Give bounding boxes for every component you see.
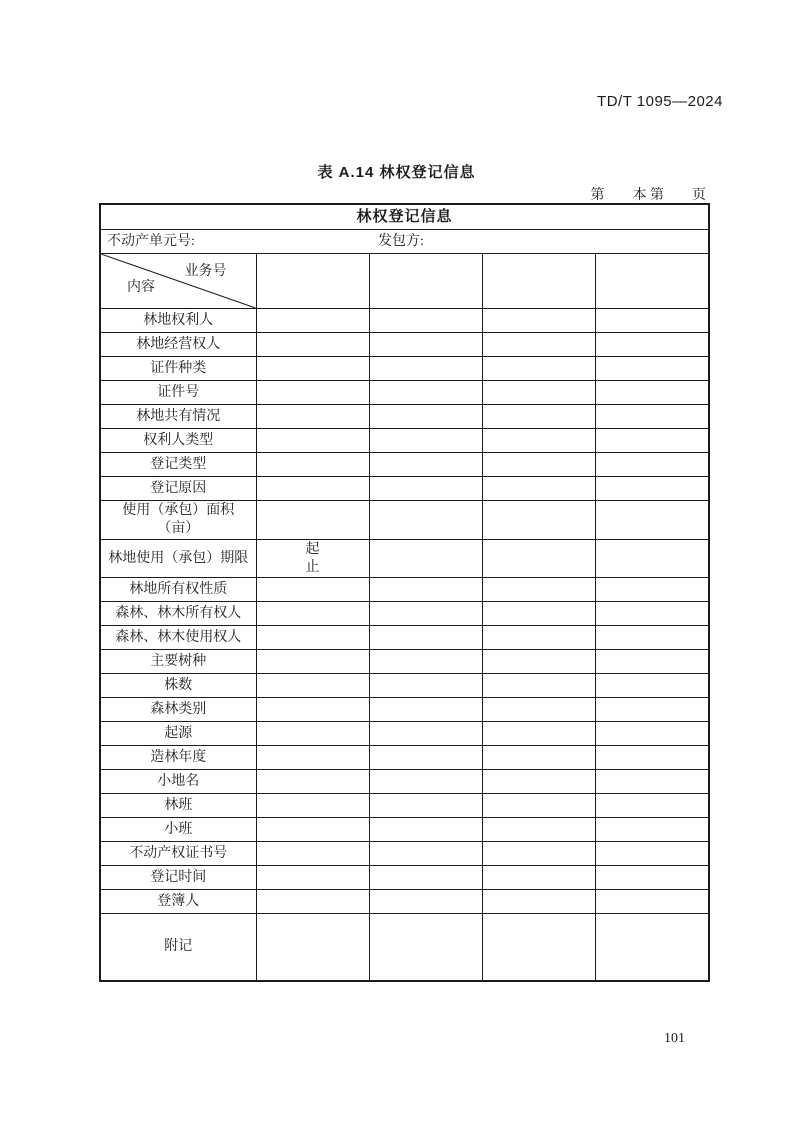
- data-cell: [256, 794, 369, 818]
- row-label: 林地所有权性质: [100, 578, 256, 602]
- data-cell: [595, 540, 709, 578]
- data-cell: [482, 357, 595, 381]
- table-row: [100, 746, 709, 770]
- data-cell: [369, 842, 482, 866]
- data-cell: [595, 770, 709, 794]
- data-cell: [482, 722, 595, 746]
- row-label: 起源: [100, 722, 256, 746]
- data-cell: [369, 914, 482, 982]
- data-cell: [256, 333, 369, 357]
- data-cell: [482, 477, 595, 501]
- row-label: 小班: [100, 818, 256, 842]
- table-row: [100, 357, 709, 381]
- row-label: 登记时间: [100, 866, 256, 890]
- data-cell: [256, 453, 369, 477]
- table-row: [100, 770, 709, 794]
- row-label: 森林、林木使用权人: [100, 626, 256, 650]
- table-row: [100, 477, 709, 501]
- data-cell: [256, 254, 369, 309]
- data-cell: [256, 405, 369, 429]
- data-cell: [369, 746, 482, 770]
- data-cell: [256, 674, 369, 698]
- table-row: [100, 381, 709, 405]
- page-number: 101: [664, 1031, 685, 1046]
- data-cell: [369, 357, 482, 381]
- data-cell: [595, 842, 709, 866]
- unit-number-cell: [100, 230, 709, 254]
- data-cell: [256, 626, 369, 650]
- data-cell: [369, 254, 482, 309]
- data-cell: [369, 477, 482, 501]
- data-cell: [482, 794, 595, 818]
- data-cell: [256, 866, 369, 890]
- data-cell: [256, 650, 369, 674]
- data-cell: [595, 309, 709, 333]
- row-label: 主要树种: [100, 650, 256, 674]
- diagonal-line: [101, 254, 256, 308]
- row-label: 使用（承包）面积 （亩）: [100, 501, 256, 540]
- data-cell: [595, 794, 709, 818]
- data-cell: [482, 842, 595, 866]
- data-cell: [595, 578, 709, 602]
- data-cell: [256, 501, 369, 540]
- row-label: 森林、林木所有权人: [100, 602, 256, 626]
- data-cell: [595, 453, 709, 477]
- data-cell: [256, 602, 369, 626]
- data-cell: [482, 914, 595, 982]
- data-cell: [369, 722, 482, 746]
- table-row: [100, 602, 709, 626]
- row-label: 权利人类型: [100, 429, 256, 453]
- table-row: [100, 501, 709, 540]
- data-cell: [369, 890, 482, 914]
- data-cell: [256, 842, 369, 866]
- data-cell: [369, 429, 482, 453]
- page-indicator: 第 本 第 页: [590, 188, 706, 203]
- table-row: [100, 674, 709, 698]
- data-cell: [595, 477, 709, 501]
- data-cell: [482, 890, 595, 914]
- data-cell: [482, 333, 595, 357]
- data-cell: [256, 309, 369, 333]
- data-cell: [482, 746, 595, 770]
- table-row: [100, 578, 709, 602]
- row-label: 登记原因: [100, 477, 256, 501]
- data-cell: [256, 722, 369, 746]
- data-cell: [482, 818, 595, 842]
- table-row: [100, 540, 709, 578]
- data-cell: [369, 626, 482, 650]
- table-row: [100, 429, 709, 453]
- data-cell: [595, 914, 709, 982]
- row-label: 不动产权证书号: [100, 842, 256, 866]
- table-row: [100, 309, 709, 333]
- data-cell: [369, 381, 482, 405]
- data-cell: [256, 746, 369, 770]
- data-cell: [595, 746, 709, 770]
- data-cell: [482, 674, 595, 698]
- data-cell: [595, 381, 709, 405]
- row-label: 造林年度: [100, 746, 256, 770]
- forest-rights-form-table: [99, 203, 710, 982]
- data-cell: [369, 333, 482, 357]
- diagonal-header-row: [100, 254, 709, 309]
- data-cell: [482, 650, 595, 674]
- table-row: [100, 794, 709, 818]
- data-cell: [369, 674, 482, 698]
- table-row: [100, 405, 709, 429]
- row-label: 林地权利人: [100, 309, 256, 333]
- data-cell: [595, 501, 709, 540]
- data-cell: [482, 381, 595, 405]
- data-cell: [369, 770, 482, 794]
- row-label: 林地使用（承包）期限: [100, 540, 256, 578]
- table-row: [100, 650, 709, 674]
- data-cell: [369, 794, 482, 818]
- data-cell: [482, 309, 595, 333]
- table-row: [100, 866, 709, 890]
- data-cell: [482, 578, 595, 602]
- row-label: 登簿人: [100, 890, 256, 914]
- table-title-row: [100, 204, 709, 230]
- row-label: 小地名: [100, 770, 256, 794]
- data-cell: [256, 429, 369, 453]
- data-cell: [369, 602, 482, 626]
- data-cell: [595, 722, 709, 746]
- data-cell: [595, 333, 709, 357]
- row-label: 森林类别: [100, 698, 256, 722]
- data-cell: [256, 477, 369, 501]
- table-row: [100, 818, 709, 842]
- data-cell: [482, 501, 595, 540]
- data-cell: [482, 698, 595, 722]
- row-label: 附记: [100, 914, 256, 982]
- data-cell: [482, 453, 595, 477]
- table-row: [100, 626, 709, 650]
- table-row: [100, 333, 709, 357]
- row-label: 证件种类: [100, 357, 256, 381]
- data-cell: [369, 698, 482, 722]
- data-cell: [595, 698, 709, 722]
- content-header-label: 内容: [127, 280, 155, 295]
- data-cell: [482, 770, 595, 794]
- table-row: [100, 698, 709, 722]
- data-cell: [482, 254, 595, 309]
- data-cell: [369, 578, 482, 602]
- data-cell: [256, 890, 369, 914]
- data-cell: [256, 914, 369, 982]
- data-cell: [482, 405, 595, 429]
- data-cell: [256, 578, 369, 602]
- data-cell: [369, 650, 482, 674]
- term-start-end-cell: 起 止: [256, 540, 369, 578]
- table-row: [100, 722, 709, 746]
- unit-number-row: [100, 230, 709, 254]
- data-cell: [595, 818, 709, 842]
- data-cell: [595, 405, 709, 429]
- immovable-unit-number-label: 不动产单元号:: [107, 233, 195, 249]
- data-cell: [369, 405, 482, 429]
- table-row: [100, 453, 709, 477]
- data-cell: [369, 453, 482, 477]
- data-cell: [595, 866, 709, 890]
- data-cell: [256, 357, 369, 381]
- data-cell: [369, 818, 482, 842]
- row-label: 林地经营权人: [100, 333, 256, 357]
- data-cell: [256, 818, 369, 842]
- data-cell: [595, 890, 709, 914]
- data-cell: [482, 540, 595, 578]
- row-label: 株数: [100, 674, 256, 698]
- business-number-header-label: 业务号: [184, 264, 227, 279]
- row-label: 登记类型: [100, 453, 256, 477]
- data-cell: [482, 429, 595, 453]
- table-row: [100, 890, 709, 914]
- data-cell: [482, 602, 595, 626]
- data-cell: [595, 429, 709, 453]
- table-row: [100, 914, 709, 982]
- table-row: [100, 842, 709, 866]
- data-cell: [256, 698, 369, 722]
- data-cell: [482, 626, 595, 650]
- standard-code: TD/T 1095—2024: [597, 93, 723, 110]
- data-cell: [595, 650, 709, 674]
- data-cell: [369, 501, 482, 540]
- row-label: 林班: [100, 794, 256, 818]
- row-label: 证件号: [100, 381, 256, 405]
- row-label: 林地共有情况: [100, 405, 256, 429]
- data-cell: [369, 540, 482, 578]
- data-cell: [256, 381, 369, 405]
- data-cell: [256, 770, 369, 794]
- data-cell: [482, 866, 595, 890]
- data-cell: [369, 309, 482, 333]
- data-cell: [595, 626, 709, 650]
- data-cell: [369, 866, 482, 890]
- table-title: 林权登记信息: [100, 204, 709, 230]
- data-cell: [595, 674, 709, 698]
- data-cell: [595, 254, 709, 309]
- form-table-body: [100, 204, 709, 981]
- data-cell: [595, 602, 709, 626]
- table-caption: 表 A.14 林权登记信息: [317, 164, 476, 181]
- diagonal-header-cell: [100, 254, 256, 309]
- contractor-label: 发包方:: [378, 233, 424, 249]
- data-cell: [595, 357, 709, 381]
